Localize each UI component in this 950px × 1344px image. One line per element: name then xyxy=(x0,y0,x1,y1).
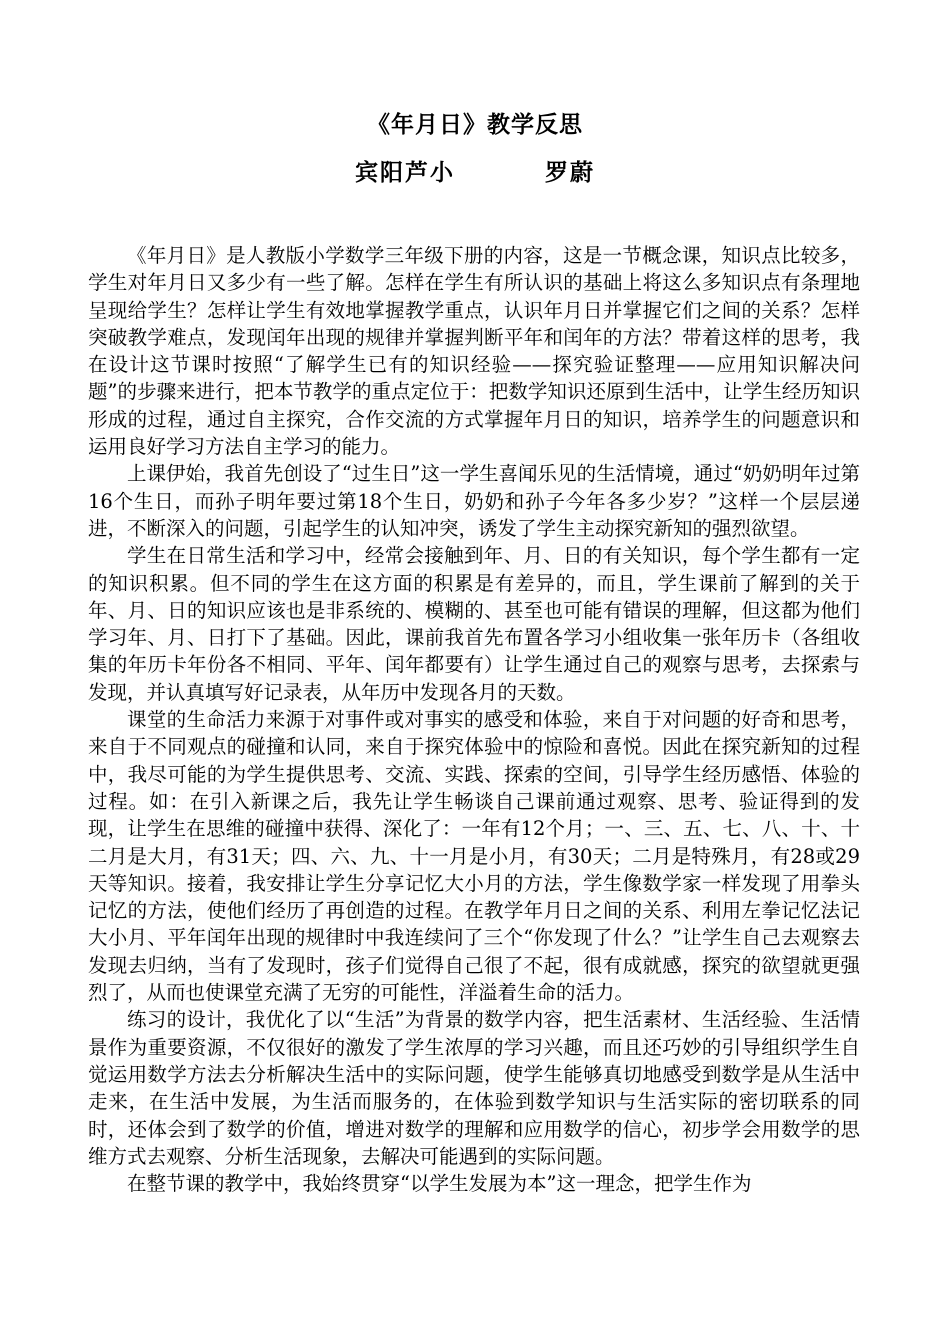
document-author: 宾阳芦小 罗蔚 xyxy=(354,159,596,186)
paragraph: 练习的设计，我优化了以“生活”为背景的数学内容，把生活素材、生活经验、生活情景作为重要资源，不仅很好的激发了学生浓厚的学习兴趣，而且还巧妙的引导组织学生自觉运用数学方法去分析解决生活中的实际问题，使学生能够真切地感受到数学是从生活中走来，在生活中发展，为生活而服务的，在体验到数学知识与生活实际的密切联系的同时，还体会到了数学的价值，增进对数学的理解和应用数学的信心，初步学会用数学的思维方式去观察、分析生活现象，去解决可能遇到的实际问题。 xyxy=(88,1008,860,1168)
paragraph: 学生在日常生活和学习中，经常会接触到年、月、日的有关知识，每个学生都有一定的知识积累。但不同的学生在这方面的积累是有差异的，而且，学生课前了解到的关于年、月、日的知识应该也是非系统的、模糊的、甚至也可能有错误的理解，但这都为他们学习年、月、日打下了基础。因此，课前我首先布置各学习小组收集一张年历卡（各组收集的年历卡年份各不相同、平年、闰年都要有）让学生通过自己的观察与思考，去探索与发现，并认真填写好记录表，从年历中发现各月的天数。 xyxy=(88,544,860,704)
document-body xyxy=(88,242,860,1197)
paragraph: 上课伊始，我首先创设了“过生日”这一学生喜闻乐见的生活情境，通过“奶奶明年过第16个生日，而孙子明年要过第18个生日，奶奶和孙子今年各多少岁？”这样一个层层递进，不断深入的问题，引起学生的认知冲突，诱发了学生主动探究新知的强烈欲望。 xyxy=(88,462,860,540)
document-title: 《年月日》教学反思 xyxy=(367,111,583,138)
paragraph: 《年月日》是人教版小学数学三年级下册的内容，这是一节概念课，知识点比较多，学生对年月日又多少有一些了解。怎样在学生有所认识的基础上将这么多知识点有条理地呈现给学生？怎样让学生有效地掌握教学重点，认识年月日并掌握它们之间的关系？怎样突破教学难点，发现闰年出现的规律并掌握判断平年和闰年的方法？带着这样的思考，我在设计这节课时按照“了解学生已有的知识经验——探究验证整理——应用知识解决问题”的步骤来进行，把本节教学的重点定位于：把数学知识还原到生活中，让学生经历知识形成的过程，通过自主探究，合作交流的方式掌握年月日的知识，培养学生的问题意识和运用良好学习方法自主学习的能力。 xyxy=(88,244,860,459)
paragraph: 课堂的生命活力来源于对事件或对事实的感受和体验，来自于对问题的好奇和思考，来自于不同观点的碰撞和认同，来自于探究体验中的惊险和喜悦。因此在探究新知的过程中，我尽可能的为学生提供思考、交流、实践、探索的空间，引导学生经历感悟、体验的过程。如：在引入新课之后，我先让学生畅谈自己课前通过观察、思考、验证得到的发现，让学生在思维的碰撞中获得、深化了：一年有12个月；一、三、五、七、八、十、十二月是大月，有31天；四、六、九、十一月是小月，有30天；二月是特殊月，有28或29天等知识。接着，我安排让学生分享记忆大小月的方法，学生像数学家一样发现了用拳头记忆的方法，使他们经历了再创造的过程。在教学年月日之间的关系、利用左拳记忆法记大小月、平年闰年出现的规律时中我连续问了三个“你发现了什么？”让学生自己去观察去发现去归纳，当有了发现时，孩子们觉得自己很了不起，很有成就感，探究的欲望就更强烈了，从而也使课堂充满了无穷的可能性，洋溢着生命的活力。 xyxy=(88,708,860,1005)
paragraph: 在整节课的教学中，我始终贯穿“以学生发展为本”这一理念，把学生作为 xyxy=(127,1172,752,1196)
